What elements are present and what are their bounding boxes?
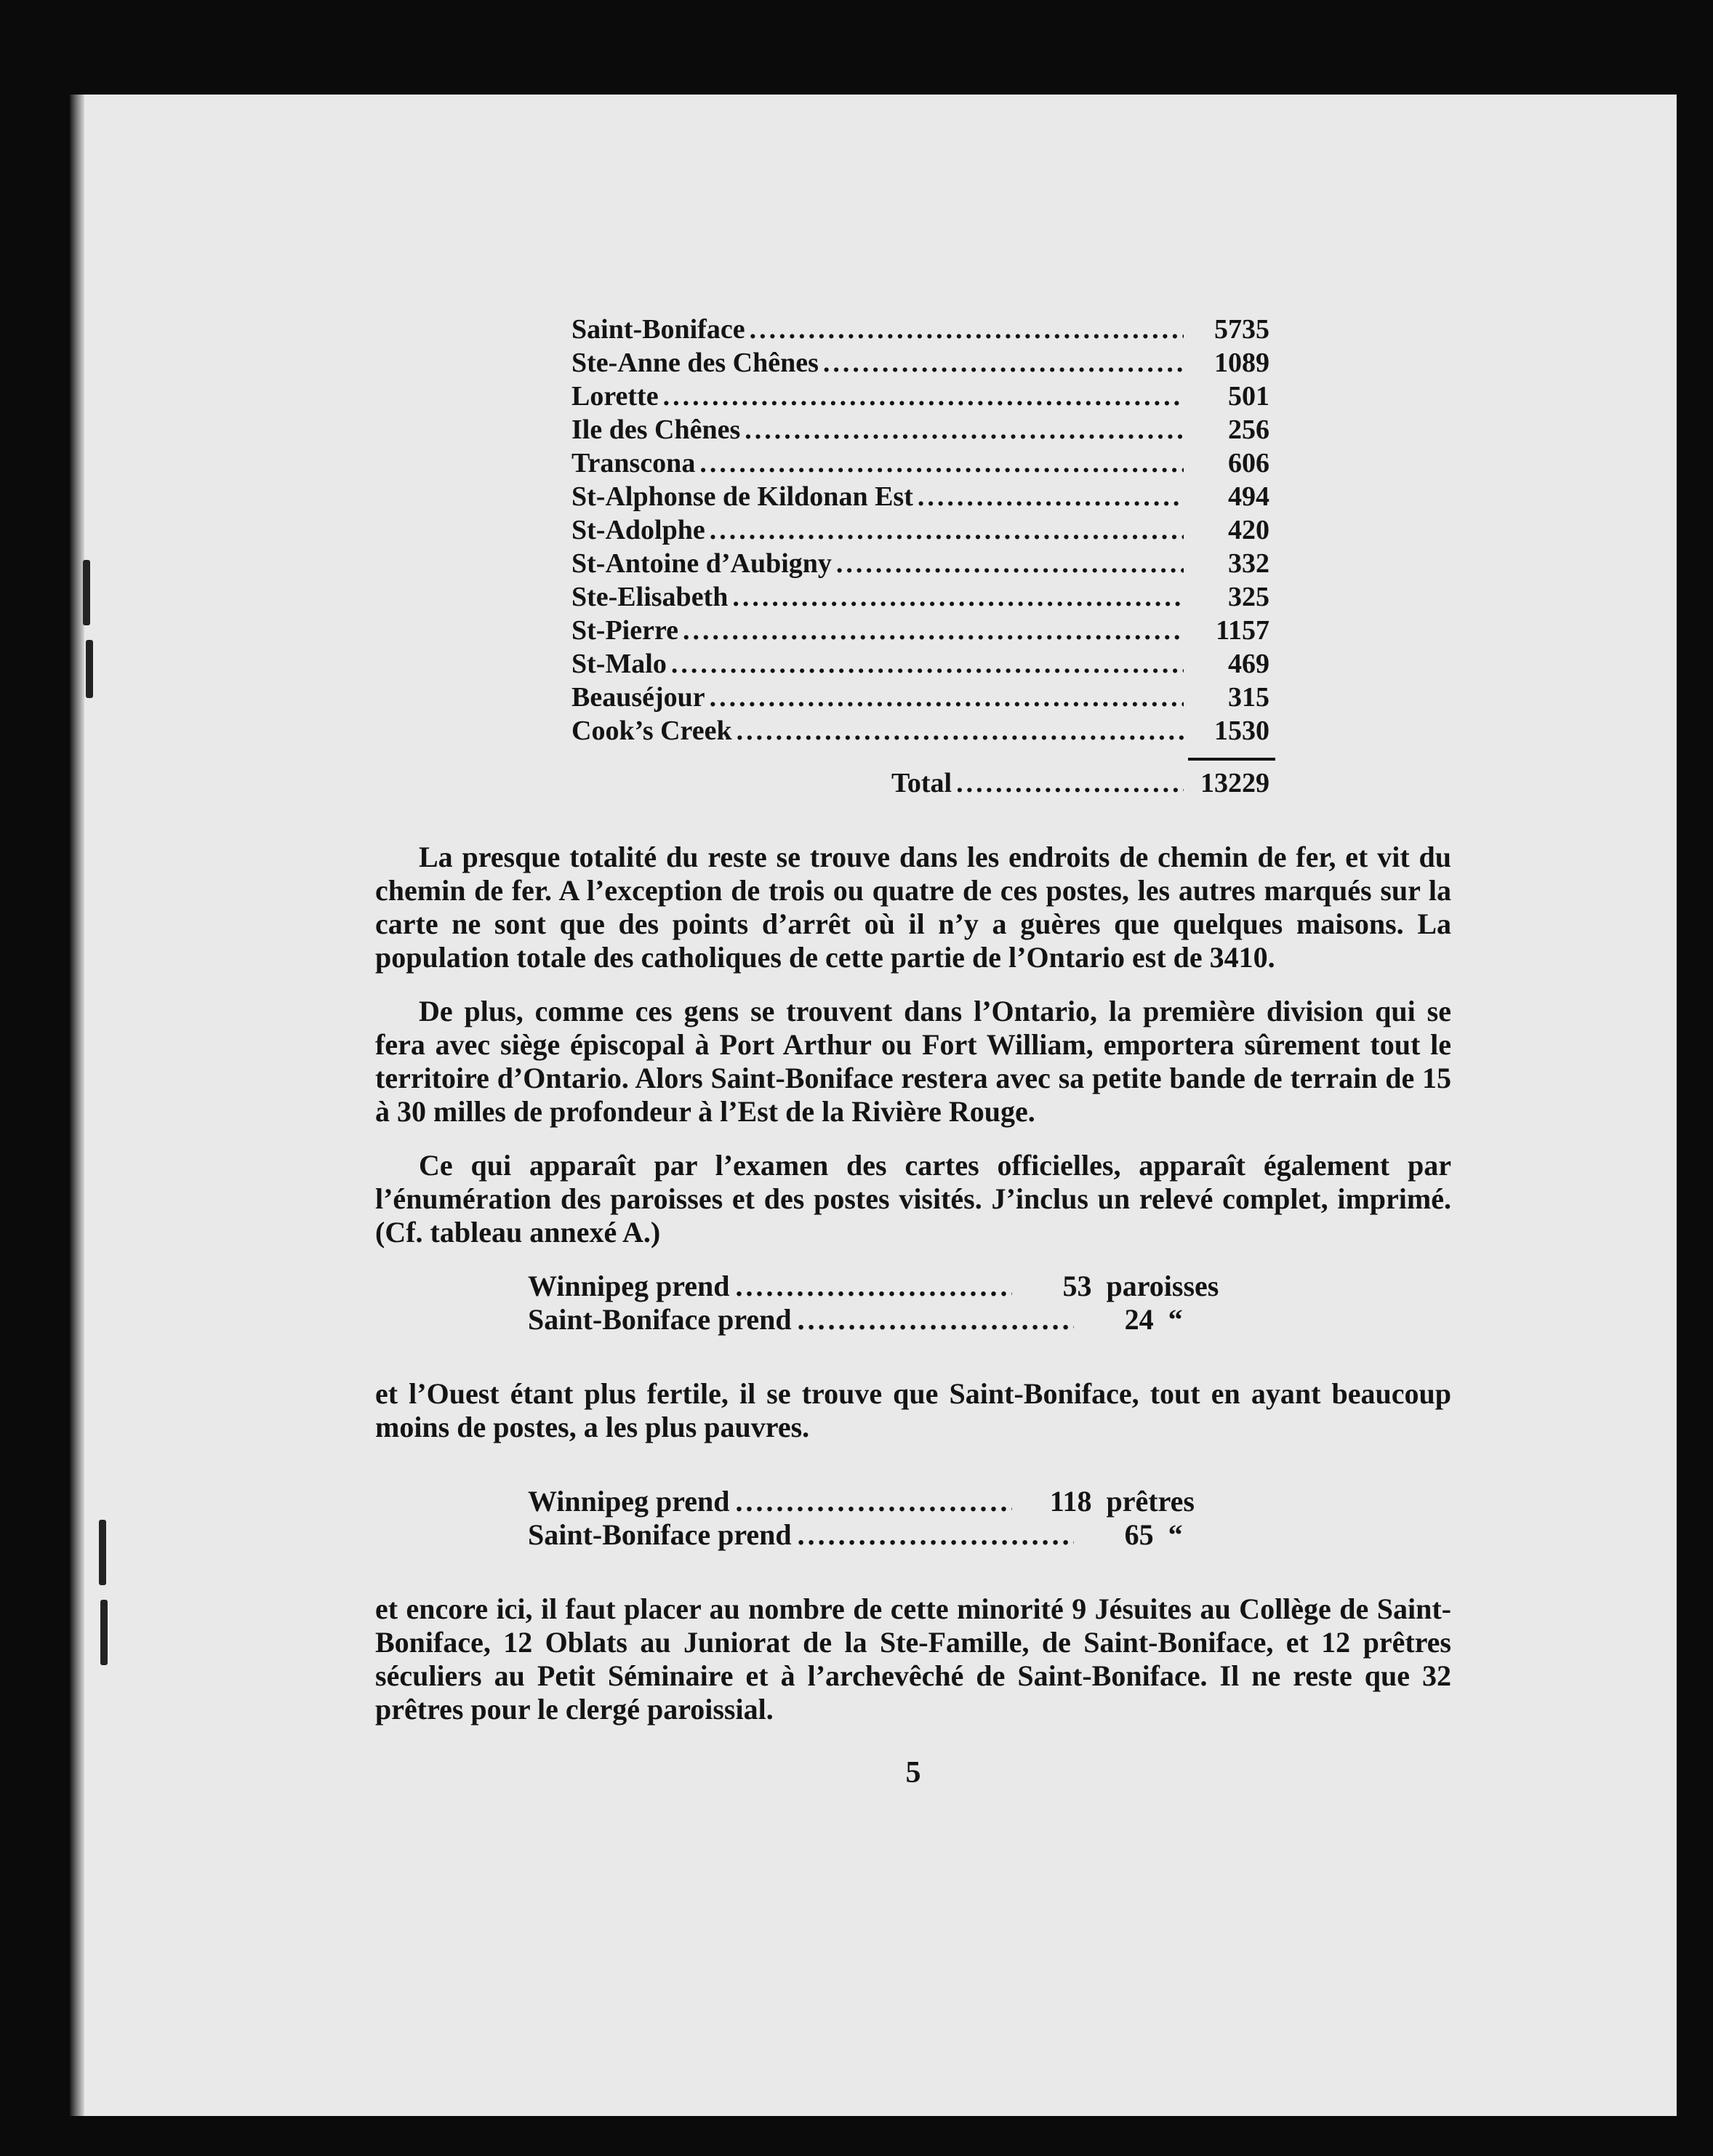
dot-leader <box>745 413 1184 446</box>
dot-leader <box>710 513 1184 547</box>
comparison-label: Saint-Boniface prend <box>528 1518 792 1551</box>
total-rule <box>1188 758 1275 761</box>
comparison-value: 24 <box>1124 1303 1154 1336</box>
comparison-row <box>528 1303 1451 1337</box>
comparison-label: Winnipeg prend <box>528 1270 730 1302</box>
comparison-unit: “ <box>1168 1518 1183 1551</box>
parish-table <box>375 313 1451 800</box>
comparison-unit: paroisses <box>1106 1270 1219 1302</box>
paragraph: Ce qui apparaît par l’examen des cartes officielles, apparaît également par l’énumération des paroisses et des postes visités. J’inclus un relevé complet, imprimé. (Cf. tableau annexé A.) <box>375 1149 1451 1249</box>
table-row <box>571 413 1269 446</box>
table-row <box>571 580 1269 614</box>
parish-count: 494 <box>1228 481 1269 512</box>
dot-leader <box>663 380 1184 413</box>
parish-count: 1530 <box>1214 716 1269 746</box>
dot-leader <box>671 647 1184 681</box>
parish-name: Saint-Boniface <box>571 314 745 345</box>
dot-leader <box>836 547 1184 580</box>
binding-mark <box>86 640 93 698</box>
binding-mark <box>83 560 90 625</box>
parish-count: 1089 <box>1214 348 1269 378</box>
parish-count: 5735 <box>1214 314 1269 345</box>
parish-name: Ste-Elisabeth <box>571 582 729 612</box>
dot-leader <box>737 714 1184 748</box>
parish-count: 1157 <box>1216 615 1269 646</box>
total-value: 13229 <box>1200 768 1269 798</box>
dot-leader <box>699 446 1184 480</box>
parish-name: Cook’s Creek <box>571 716 732 746</box>
parish-count: 332 <box>1228 548 1269 579</box>
parish-name: Ste-Anne des Chênes <box>571 348 819 378</box>
comparison-label: Winnipeg prend <box>528 1485 730 1518</box>
parish-name: St-Adolphe <box>571 515 705 545</box>
table-row <box>571 380 1269 413</box>
paragraph: et l’Ouest étant plus fertile, il se trouve que Saint-Boniface, tout en ayant beaucoup moins de postes, a les plus pauvres. <box>375 1377 1451 1443</box>
table-row <box>571 547 1269 580</box>
parish-comparison <box>375 1270 1451 1337</box>
comparison-row <box>528 1270 1451 1303</box>
parish-name: St-Malo <box>571 649 667 679</box>
total-label: Total <box>891 768 952 798</box>
parish-count: 469 <box>1228 649 1269 679</box>
table-row <box>571 714 1269 748</box>
parish-count: 325 <box>1228 582 1269 612</box>
table-row <box>571 614 1269 647</box>
dot-leader <box>798 1303 1074 1337</box>
dot-leader <box>956 766 1184 800</box>
parish-name: St-Alphonse de Kildonan Est <box>571 481 913 512</box>
comparison-value: 65 <box>1124 1518 1154 1551</box>
binding-mark <box>99 1520 106 1585</box>
table-row <box>571 480 1269 513</box>
dot-leader <box>750 313 1184 346</box>
dot-leader <box>732 580 1184 614</box>
comparison-unit: “ <box>1168 1303 1183 1336</box>
comparison-unit: prêtres <box>1106 1485 1195 1518</box>
comparison-row <box>528 1518 1451 1552</box>
parish-count: 256 <box>1228 414 1269 445</box>
parish-name: St-Pierre <box>571 615 678 646</box>
parish-count: 315 <box>1228 682 1269 713</box>
table-row <box>571 313 1269 346</box>
table-row <box>571 513 1269 547</box>
comparison-value: 118 <box>1049 1485 1092 1518</box>
parish-name: Lorette <box>571 381 659 412</box>
dot-leader <box>798 1518 1074 1552</box>
total-row <box>891 766 1269 800</box>
paragraph: De plus, comme ces gens se trouvent dans l’Ontario, la première division qui se fera avec siège épiscopal à Port Arthur ou Fort William, emportera sûrement tout le territoire d’Ontario. Alors Saint-Boniface restera avec sa petite bande de terrain de 15 à 30 milles de profondeur à l’Est de la Rivière Rouge. <box>375 995 1451 1128</box>
table-row <box>571 446 1269 480</box>
parish-name: Ile des Chênes <box>571 414 741 445</box>
dot-leader <box>918 480 1184 513</box>
comparison-label: Saint-Boniface prend <box>528 1303 792 1336</box>
page-content <box>375 313 1451 1790</box>
paragraph: La presque totalité du reste se trouve dans les endroits de chemin de fer, et vit du chemin de fer. A l’exception de trois ou quatre de ces postes, les autres marqués sur la carte ne sont que des points d’arrêt où il n’y a guères que quelques maisons. La population totale des catholiques de cette partie de l’Ontario est de 3410. <box>375 841 1451 974</box>
parish-name: Beauséjour <box>571 682 705 713</box>
comparison-value: 53 <box>1062 1270 1092 1302</box>
parish-name: Transcona <box>571 448 696 478</box>
parish-count: 501 <box>1228 381 1269 412</box>
parish-count: 420 <box>1228 515 1269 545</box>
page-number: 5 <box>905 1756 921 1790</box>
page-binding <box>70 95 84 2116</box>
parish-name: St-Antoine d’Aubigny <box>571 548 832 579</box>
dot-leader <box>736 1485 1012 1518</box>
scanned-page <box>70 95 1677 2116</box>
paragraph: et encore ici, il faut placer au nombre de cette minorité 9 Jésuites au Collège de Saint-Boniface, 12 Oblats au Juniorat de la Ste-Famille, de Saint-Boniface, et 12 prêtres séculiers au Petit Séminaire et à l’archevêché de Saint-Boniface. Il ne reste que 32 prêtres pour le clergé paroissial. <box>375 1592 1451 1726</box>
dot-leader <box>683 614 1184 647</box>
comparison-row <box>528 1485 1451 1518</box>
table-row <box>571 681 1269 714</box>
dot-leader <box>823 346 1184 380</box>
parish-count: 606 <box>1228 448 1269 478</box>
priest-comparison <box>375 1485 1451 1552</box>
table-row <box>571 346 1269 380</box>
dot-leader <box>710 681 1184 714</box>
table-row <box>571 647 1269 681</box>
binding-mark <box>100 1600 108 1665</box>
dot-leader <box>736 1270 1012 1303</box>
